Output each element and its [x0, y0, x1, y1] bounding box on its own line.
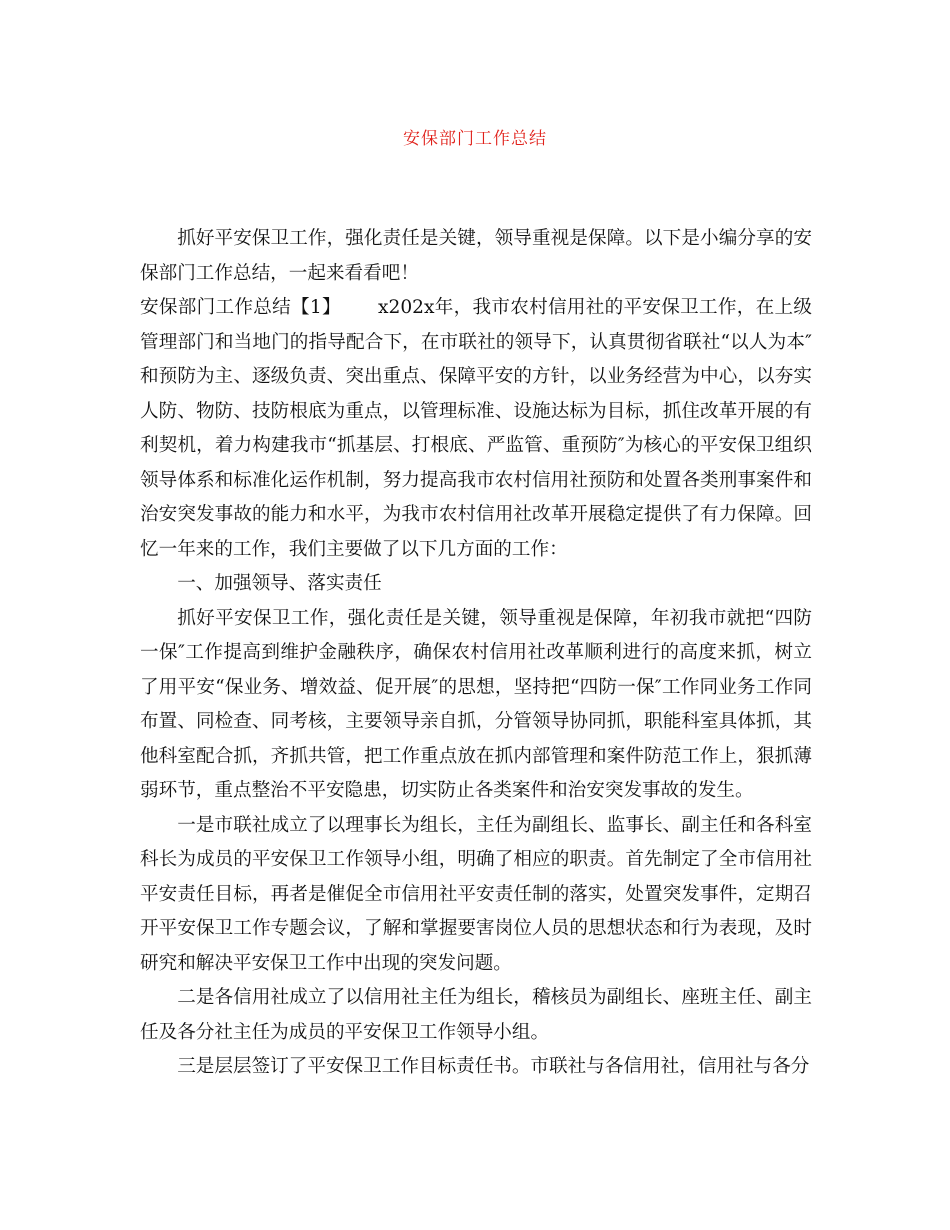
section-heading-paragraph — [140, 291, 812, 567]
summary-paragraph: x202x年，我市农村信用社的平安保卫工作，在上级管理部门和当地门的指导配合下，在市联社的领导下，认真贯彻省联社“以人为本″和预防为主、逐级负责、突出重点、保障平安的方针，以业务经营为中心，以夯实人防、物防、技防根底为重点，以管理标准、设施达标为目标，抓住改革开展的有利契机，着力构建我市“抓基层、打根底、严监管、重预防″为核心的平安保卫组织领导体系和标准化运作机制，努力提高我市农村信用社预防和处置各类刑事案件和治安突发事故的能力和水平，为我市农村信用社改革开展稳定提供了有力保障。回忆一年来的工作，我们主要做了以下几方面的工作： — [140, 297, 812, 560]
page-title: 安保部门工作总结 — [403, 129, 547, 149]
paragraph-point-3: 三是层层签订了平安保卫工作目标责任书。市联社与各信用社，信用社与各分 — [177, 1056, 810, 1077]
intro-paragraph: 抓好平安保卫工作，强化责任是关键，领导重视是保障。以下是小编分享的安保部门工作总结，一起来看看吧！ — [140, 228, 812, 284]
document-body — [140, 222, 812, 1085]
paragraph-leadership: 抓好平安保卫工作，强化责任是关键，领导重视是保障，年初我市就把“四防一保″工作提高到维护金融秩序，确保农村信用社改革顺利进行的高度来抓，树立了用平安“保业务、增效益、促开展″的思想，坚持把“四防一保″工作同业务工作同布置、同检查、同考核，主要领导亲自抓，分管领导协同抓，职能科室具体抓，其他科室配合抓，齐抓共管，把工作重点放在抓内部管理和案件防范工作上，狠抓薄弱环节，重点整治不平安隐患，切实防止各类案件和治安突发事故的发生。 — [140, 607, 812, 801]
subheading-1: 一、加强领导、落实责任 — [177, 573, 382, 594]
paragraph-point-2: 二是各信用社成立了以信用社主任为组长，稽核员为副组长、座班主任、副主任及各分社主任为成员的平安保卫工作领导小组。 — [140, 987, 812, 1043]
paragraph-point-1: 一是市联社成立了以理事长为组长，主任为副组长、监事长、副主任和各科室科长为成员的平安保卫工作领导小组，明确了相应的职责。首先制定了全市信用社平安责任目标，再者是催促全市信用社平安责任制的落实，处置突发事件，定期召开平安保卫工作专题会议，了解和掌握要害岗位人员的思想状态和行为表现，及时研究和解决平安保卫工作中出现的突发问题。 — [140, 814, 812, 974]
section-heading: 安保部门工作总结【1】 — [140, 297, 341, 318]
